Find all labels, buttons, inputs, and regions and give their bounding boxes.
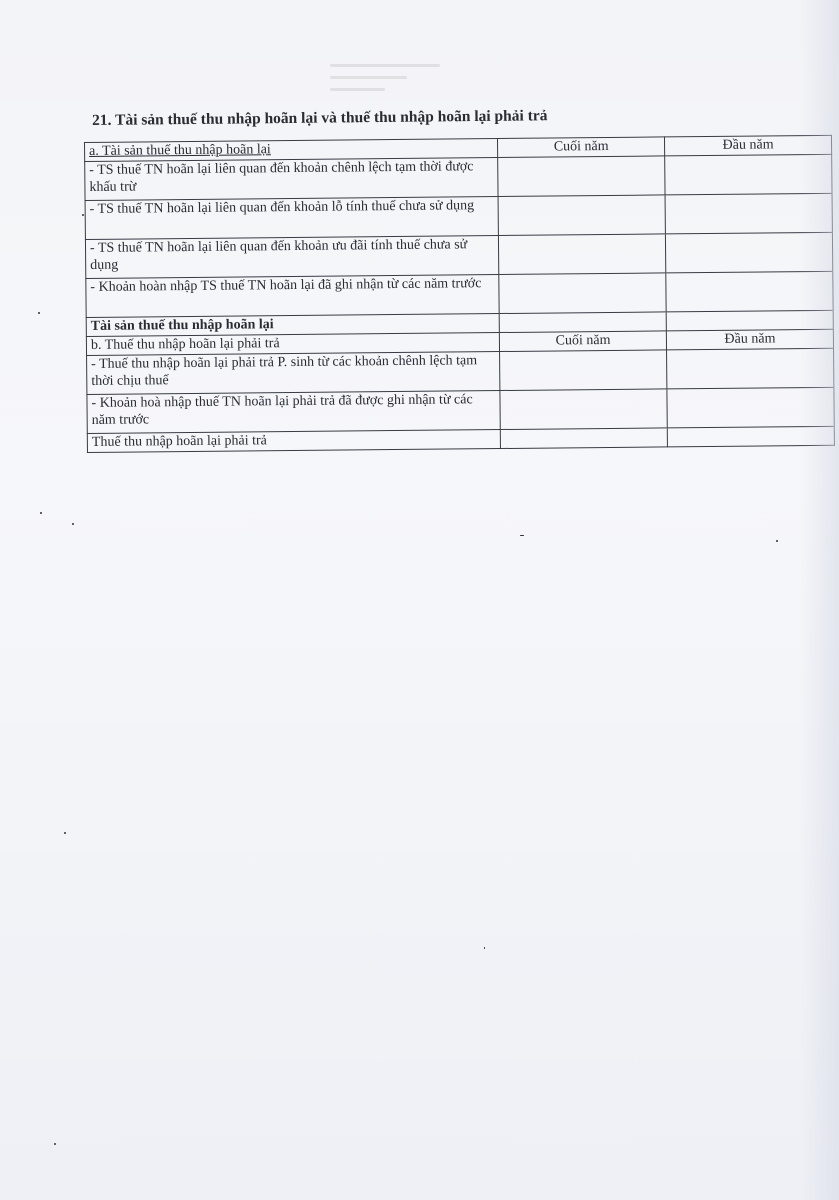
- scan-speck: [54, 1143, 56, 1145]
- part-b-col-end: Cuối năm: [500, 331, 667, 352]
- scan-speck: [520, 535, 524, 536]
- row-label: - TS thuế TN hoãn lại liên quan đến khoản ưu đãi tính thuế chưa sử dụng: [85, 236, 499, 279]
- part-a-col-start: Đầu năm: [665, 135, 832, 156]
- value-cell: [499, 312, 666, 333]
- scan-speck: [484, 947, 485, 949]
- row-label: - Khoản hoà nhập thuế TN hoãn lại phải trả đã được ghi nhận từ các năm trước: [87, 391, 501, 434]
- value-cell: [500, 389, 667, 430]
- value-cell: [499, 234, 666, 275]
- part-b-col-start: Đầu năm: [666, 329, 833, 350]
- scan-speck: [776, 540, 778, 542]
- page-edge-shadow: [799, 0, 839, 1200]
- deferred-tax-table: [84, 135, 835, 453]
- row-label: - Thuế thu nhập hoãn lại phải trả P. sinh từ các khoản chênh lệch tạm thời chịu thuế: [87, 352, 501, 395]
- scan-speck: [72, 523, 74, 525]
- value-cell: [498, 156, 665, 197]
- value-cell: [499, 273, 666, 314]
- value-cell: [498, 195, 665, 236]
- value-cell: [500, 350, 667, 391]
- part-b-header: b. Thuế thu nhập hoãn lại phải trả: [86, 333, 499, 356]
- scan-speck: [82, 214, 84, 216]
- part-b-total-label: Thuế thu nhập hoãn lại phải trả: [87, 430, 500, 453]
- part-a-col-end: Cuối năm: [498, 137, 665, 158]
- value-cell: [500, 428, 667, 449]
- scan-speck: [40, 512, 42, 514]
- scan-speck: [64, 832, 66, 834]
- row-label: - Khoản hoàn nhập TS thuế TN hoãn lại đã ghi nhận từ các năm trước: [86, 275, 500, 318]
- part-a-total-label: Tài sản thuế thu nhập hoãn lại: [86, 314, 499, 337]
- bleed-through-marks: [330, 55, 440, 105]
- row-label: - TS thuế TN hoãn lại liên quan đến khoản lỗ tính thuế chưa sử dụng: [85, 197, 499, 240]
- section-title: 21. Tài sản thuế thu nhập hoãn lại và thuế thu nhập hoãn lại phải trả: [92, 107, 548, 129]
- scan-speck: [38, 312, 40, 314]
- row-label: - TS thuế TN hoãn lại liên quan đến khoản chênh lệch tạm thời được khấu trừ: [85, 158, 499, 201]
- part-a-header: a. Tài sản thuế thu nhập hoãn lại: [85, 139, 498, 162]
